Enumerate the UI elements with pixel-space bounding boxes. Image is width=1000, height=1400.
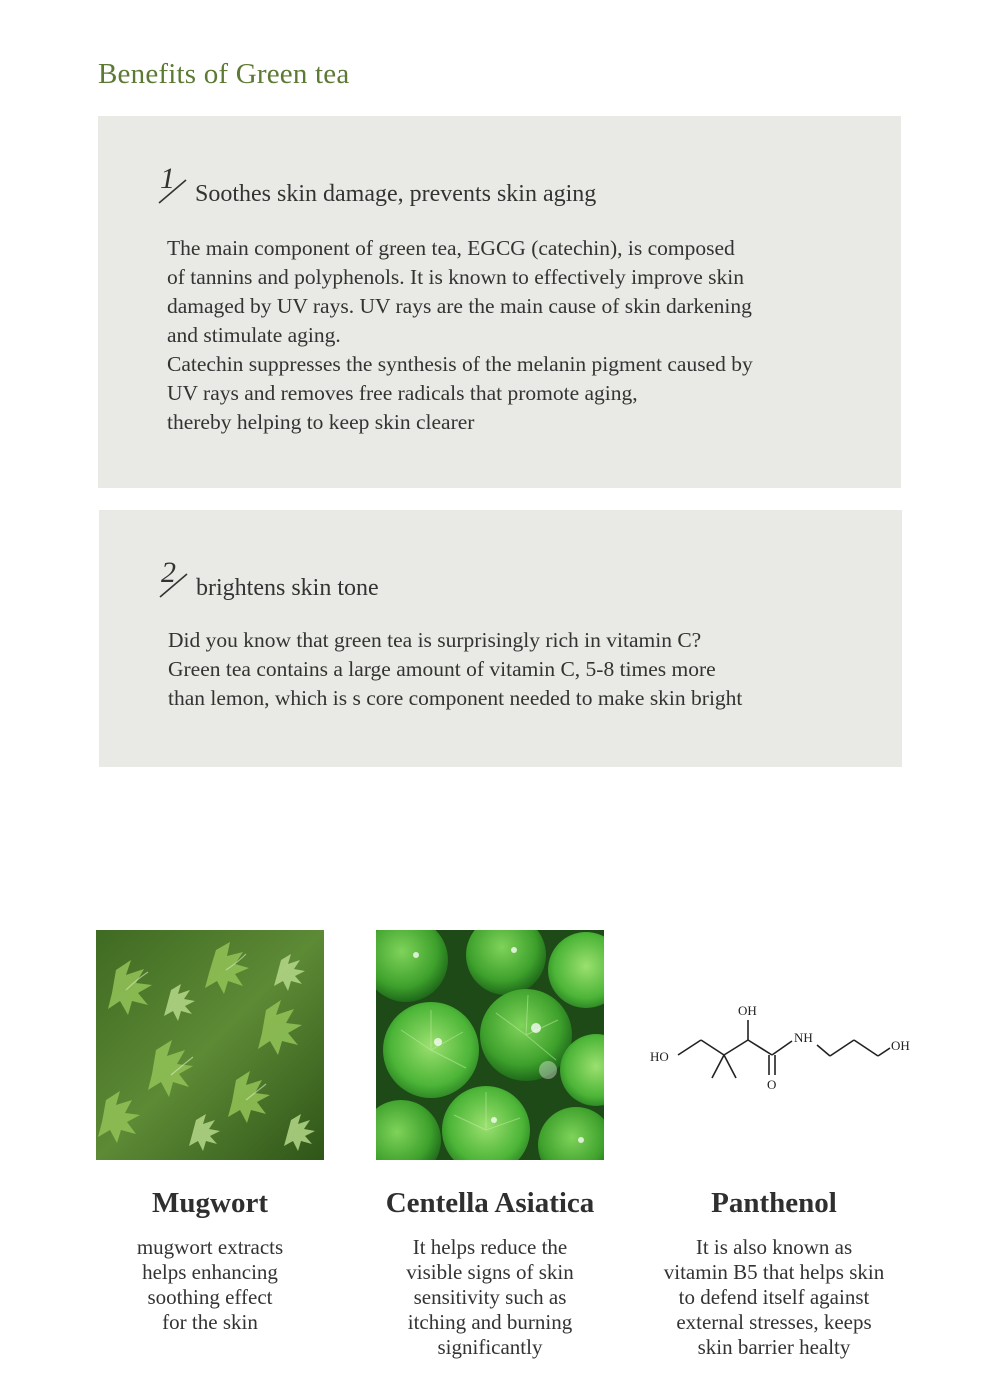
- benefit-description: [167, 234, 867, 437]
- description-line: thereby helping to keep skin clearer: [167, 410, 475, 434]
- description-line: external stresses, keeps: [676, 1310, 872, 1334]
- description-line: It is also known as: [695, 1235, 853, 1259]
- description-line: to defend itself against: [678, 1285, 870, 1309]
- ingredient-name: Panthenol: [711, 1187, 837, 1219]
- ingredient-name: Mugwort: [152, 1187, 268, 1219]
- structure-label-ho: HO: [650, 1049, 669, 1064]
- description-line: helps enhancing: [142, 1260, 278, 1284]
- structure-label-oh-top: OH: [738, 1003, 757, 1018]
- ingredient-panthenol: [624, 930, 924, 1359]
- description-line: Did you know that green tea is surprisingly rich in vitamin C?: [168, 628, 702, 652]
- mugwort-image: [96, 930, 324, 1160]
- description-line: soothing effect: [147, 1285, 273, 1309]
- benefit-description: [168, 626, 868, 713]
- centella-leaves-photo: [376, 930, 604, 1160]
- benefit-header: [157, 556, 379, 601]
- description-line: and stimulate aging.: [167, 323, 341, 347]
- benefit-heading: brightens skin tone: [196, 575, 379, 601]
- description-line: The main component of green tea, EGCG (catechin), is composed: [167, 236, 735, 260]
- description-line: visible signs of skin: [406, 1260, 574, 1284]
- ingredient-name: Centella Asiatica: [385, 1187, 595, 1219]
- structure-label-oh-right: OH: [891, 1038, 910, 1053]
- ingredient-mugwort: [60, 930, 360, 1334]
- description-line: significantly: [437, 1335, 543, 1359]
- benefit-header: [156, 162, 597, 207]
- panthenol-structure-diagram: [624, 930, 924, 1160]
- ingredient-centella: [340, 930, 640, 1359]
- description-line: skin barrier healty: [697, 1335, 851, 1359]
- description-line: mugwort extracts: [136, 1235, 284, 1259]
- structure-label-o: O: [767, 1077, 777, 1092]
- panthenol-image: [624, 930, 924, 1160]
- description-line: than lemon, which is s core component needed to make skin bright: [168, 686, 743, 710]
- benefit-heading: Soothes skin damage, prevents skin aging: [195, 181, 597, 207]
- mugwort-leaves-photo: [96, 930, 324, 1160]
- description-line: of tannins and polyphenols. It is known to effectively improve skin: [167, 265, 745, 289]
- centella-image: [376, 930, 604, 1160]
- benefit-number: 2: [161, 556, 176, 589]
- description-line: damaged by UV rays. UV rays are the main cause of skin darkening: [167, 294, 752, 318]
- description-line: UV rays and removes free radicals that promote aging,: [167, 381, 638, 405]
- description-line: for the skin: [162, 1310, 258, 1334]
- benefit-number-mark: [156, 162, 194, 206]
- benefit-number-mark: [157, 556, 195, 600]
- structure-label-nh: NH: [794, 1030, 813, 1045]
- ingredient-description: [60, 1235, 360, 1335]
- description-line: Catechin suppresses the synthesis of the melanin pigment caused by: [167, 352, 753, 376]
- description-line: itching and burning: [407, 1310, 573, 1334]
- description-line: It helps reduce the: [412, 1235, 568, 1259]
- ingredient-description: [624, 1235, 924, 1360]
- section-title: Benefits of Green tea: [98, 58, 350, 90]
- description-line: vitamin B5 that helps skin: [663, 1260, 885, 1284]
- description-line: sensitivity such as: [413, 1285, 567, 1309]
- ingredient-description: [340, 1235, 640, 1360]
- slash-mark-icon: [157, 556, 195, 600]
- benefit-number: 1: [160, 162, 175, 195]
- benefit-card-2: [99, 510, 902, 767]
- benefit-card-1: [98, 116, 901, 488]
- description-line: Green tea contains a large amount of vitamin C, 5-8 times more: [168, 657, 716, 681]
- slash-mark-icon: [156, 162, 194, 206]
